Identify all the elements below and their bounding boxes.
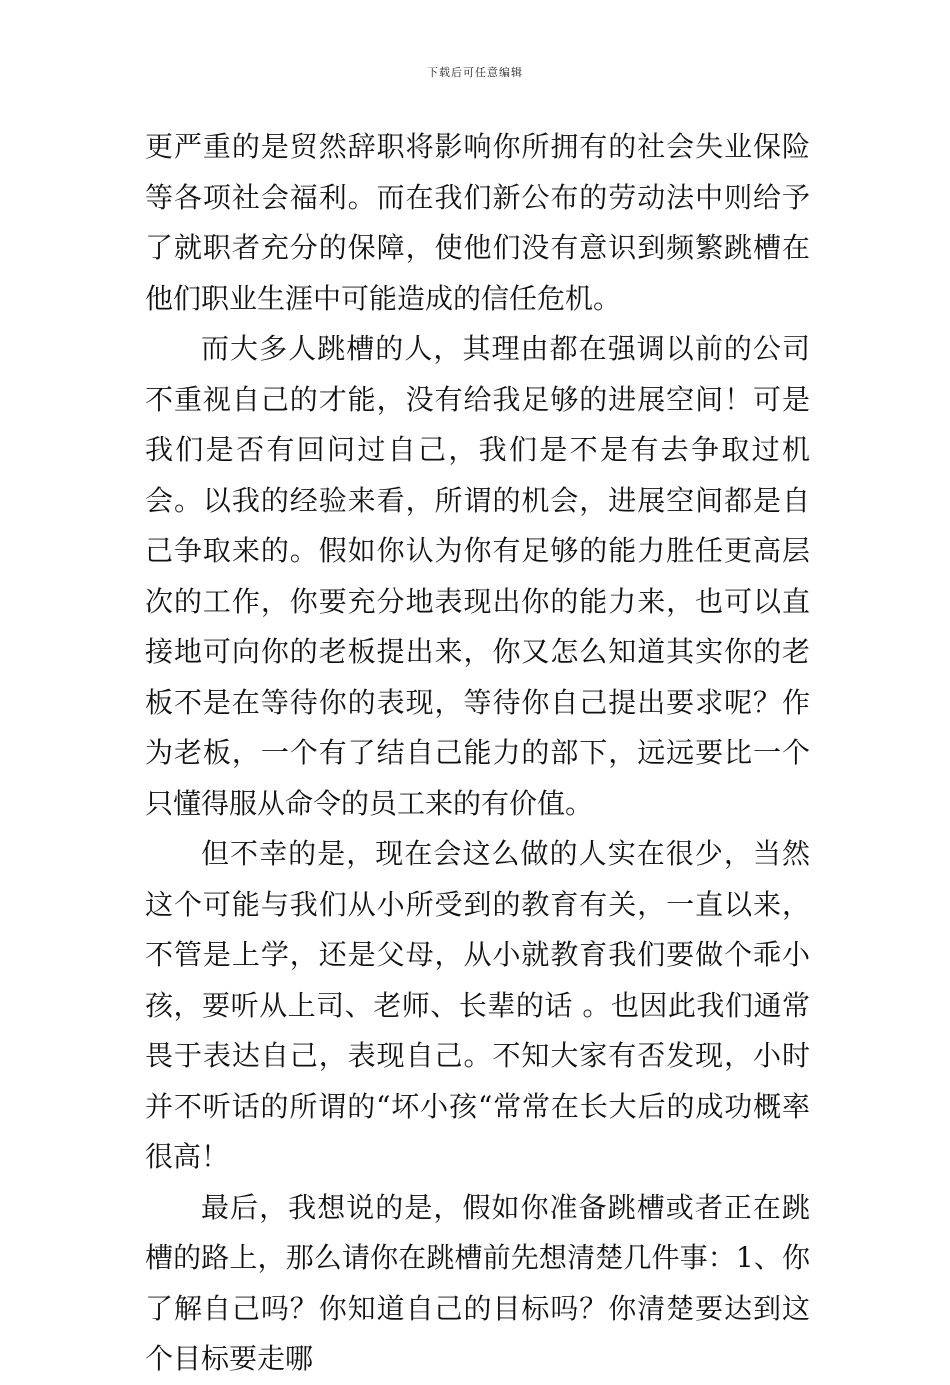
paragraph-4: 最后，我想说的是，假如你准备跳槽或者正在跳槽的路上，那么请你在跳槽前先想清楚几件事：1、你了解自己吗？你知道自己的目标吗？你清楚要达到这个目标要走哪 xyxy=(145,1190,810,1375)
paragraph-3: 但不幸的是，现在会这么做的人实在很少，当然这个可能与我们从小所受到的教育有关，一直以来，不管是上学，还是父母，从小就教育我们要做个乖小孩，要听从上司、老师、长辈的话 。也因此我们通常畏于表达自己，表现自己。不知大家有否发现，小时并不听话的所谓的“坏小孩“常常在长大后的成功概率很高！ xyxy=(145,837,810,1173)
paragraph-2: 而大多人跳槽的人，其理由都在强调以前的公司不重视自己的才能，没有给我足够的进展空间！可是我们是否有回问过自己，我们是不是有去争取过机会。以我的经验来看，所谓的机会，进展空间都是自己争取来的。假如你认为你有足够的能力胜任更高层次的工作，你要充分地表现出你的能力来，也可以直接地可向你的老板提出来，你又怎么知道其实你的老板不是在等待你的表现，等待你自己提出要求呢？作为老板，一个有了结自己能力的部下，远远要比一个只懂得服从命令的员工来的有价值。 xyxy=(145,332,810,820)
page-header: 下载后可任意编辑 xyxy=(427,66,523,79)
paragraph-1: 更严重的是贸然辞职将影响你所拥有的社会失业保险等各项社会福利。而在我们新公布的劳动法中则给予了就职者充分的保障，使他们没有意识到频繁跳槽在他们职业生涯中可能造成的信任危机。 xyxy=(145,130,810,315)
document-body xyxy=(145,122,810,1385)
